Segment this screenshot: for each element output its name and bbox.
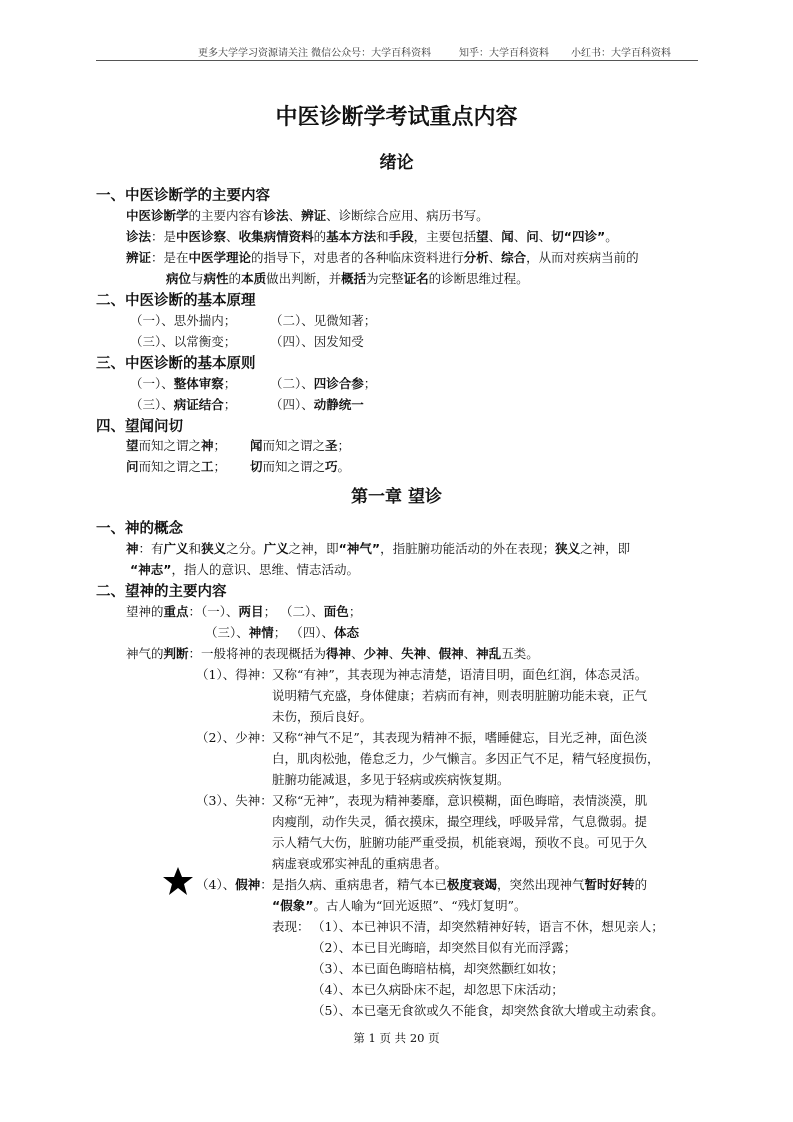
section-heading: 一、中医诊断学的主要内容 <box>96 188 270 204</box>
item-text-line: 说明精气充盛，身体健康；若病而有神，则表明脏腑功能未衰，正气 <box>272 688 648 703</box>
document-title: 中医诊断学考试重点内容 <box>275 105 518 130</box>
chapter-heading: 第一章 望诊 <box>351 487 442 507</box>
paragraph-line: 神：有广义和狭义之分。广义之神，即“神气”，指脏腑功能活动的外在表现；狭义之神，即 <box>126 541 631 556</box>
page-number: 第 1 页 共 20 页 <box>353 1031 440 1045</box>
item-text-line: 示人精气大伤，脏腑功能严重受损，机能衰竭，预收不良。可见于久 <box>272 835 648 850</box>
header-divider <box>96 60 698 61</box>
item-label: （2）、少神： <box>196 730 273 745</box>
principle-item: （一）、思外揣内； <box>130 313 237 328</box>
diagnosis-saying: 闻而知之谓之圣； <box>250 438 351 453</box>
item-text-line: 肉瘦削，动作失灵，循衣摸床，撮空理线，呼吸异常，气息微弱。提 <box>272 814 648 829</box>
key-points-line: 望神的重点：（一）、两目； （二）、面色； <box>126 604 362 619</box>
item-text-line: 病虚衰或邪实神乱的重病患者。 <box>272 856 448 871</box>
intro-heading: 绪论 <box>379 153 414 173</box>
item-text-line: 白，肌肉松弛，倦怠乏力，少气懒言。多因正气不足，精气轻度损伤， <box>272 751 660 766</box>
item-text-line: 又称“无神”，表现为精神萎靡，意识模糊，面色晦暗，表情淡漠，肌 <box>272 793 648 808</box>
paragraph-line: 诊法：是中医诊察、收集病情资料的基本方法和手段，主要包括望、闻、问、切“四诊”。 <box>126 229 618 244</box>
principle-item: （四）、因发知受 <box>270 334 364 349</box>
item-label: （3）、失神： <box>196 793 273 808</box>
item-text-line: 脏腑功能减退，多见于轻病或疾病恢复期。 <box>272 772 510 787</box>
item-label: （4）、假神： <box>196 877 273 892</box>
paragraph-line: “神志”，指人的意识、思维、情志活动。 <box>130 562 359 577</box>
star-icon <box>162 866 194 896</box>
header-zhihu-note: 知乎：大学百科资料 <box>459 48 549 59</box>
section-heading: 四、望闻问切 <box>96 419 183 435</box>
manifestation-label: 表现： <box>272 919 310 934</box>
paragraph-line: 辨证：是在中医学理论的指导下，对患者的各种临床资料进行分析、综合，从而对疾病当前的 <box>126 250 639 265</box>
item-text-line: 又称“有神”，其表现为神志清楚，语清目明，面色红润，体态灵活。 <box>272 667 648 682</box>
diagnosis-saying: 切而知之谓之巧。 <box>250 459 351 474</box>
header-wechat-note: 更多大学学习资源请关注 微信公众号：大学百科资料 <box>198 48 432 59</box>
principle-item: （一）、整体审察； <box>130 376 237 391</box>
manifestation-item: （4）、本已久病卧床不起，却忽思下床活动； <box>312 982 564 997</box>
paragraph-line: 神气的判断：一般将神的表现概括为得神、少神、失神、假神、神乱五类。 <box>126 646 539 661</box>
manifestation-item: （3）、本已面色晦暗枯槁，却突然颧红如妆； <box>312 961 564 976</box>
manifestation-item: （2）、本已目光晦暗，却突然目似有光而浮露； <box>312 940 577 955</box>
item-text-line: 未伤，预后良好。 <box>272 709 373 724</box>
section-heading: 三、中医诊断的基本原则 <box>96 356 256 372</box>
item-text-line: 是指久病、重病患者，精气本已极度衰竭，突然出现神气暂时好转的 <box>272 877 648 892</box>
paragraph-line: 病位与病性的本质做出判断，并概括为完整证名的诊断思维过程。 <box>166 271 529 286</box>
header-xiaohongshu-note: 小红书：大学百科资料 <box>571 48 671 59</box>
item-text-line: “假象”。古人喻为“回光返照”、“残灯复明”。 <box>272 898 527 913</box>
key-points-line: （三）、神情； （四）、体态 <box>205 625 360 640</box>
principle-item: （二）、见微知著； <box>270 313 377 328</box>
diagnosis-saying: 问而知之谓之工； <box>126 459 227 474</box>
section-heading: 一、神的概念 <box>96 521 183 537</box>
principle-item: （四）、动静统一 <box>270 397 364 412</box>
principle-item: （三）、以常衡变； <box>130 334 237 349</box>
diagnosis-saying: 望而知之谓之神； <box>126 438 227 453</box>
manifestation-item: （5）、本已毫无食欲或久不能食，却突然食欲大增或主动索食。 <box>312 1003 664 1018</box>
principle-item: （三）、病证结合； <box>130 397 237 412</box>
principle-item: （二）、四诊合参； <box>270 376 377 391</box>
section-heading: 二、中医诊断的基本原理 <box>96 293 256 309</box>
item-text-line: 又称“神气不足”，其表现为精神不振，嗜睡健忘，目光乏神，面色淡 <box>272 730 648 745</box>
section-heading: 二、望神的主要内容 <box>96 584 227 600</box>
paragraph-line: 中医诊断学的主要内容有诊法、辨证、诊断综合应用、病历书写。 <box>126 208 489 223</box>
item-label: （1）、得神： <box>196 667 273 682</box>
manifestation-item: （1）、本已神识不清，却突然精神好转，语言不休，想见亲人； <box>312 919 664 934</box>
